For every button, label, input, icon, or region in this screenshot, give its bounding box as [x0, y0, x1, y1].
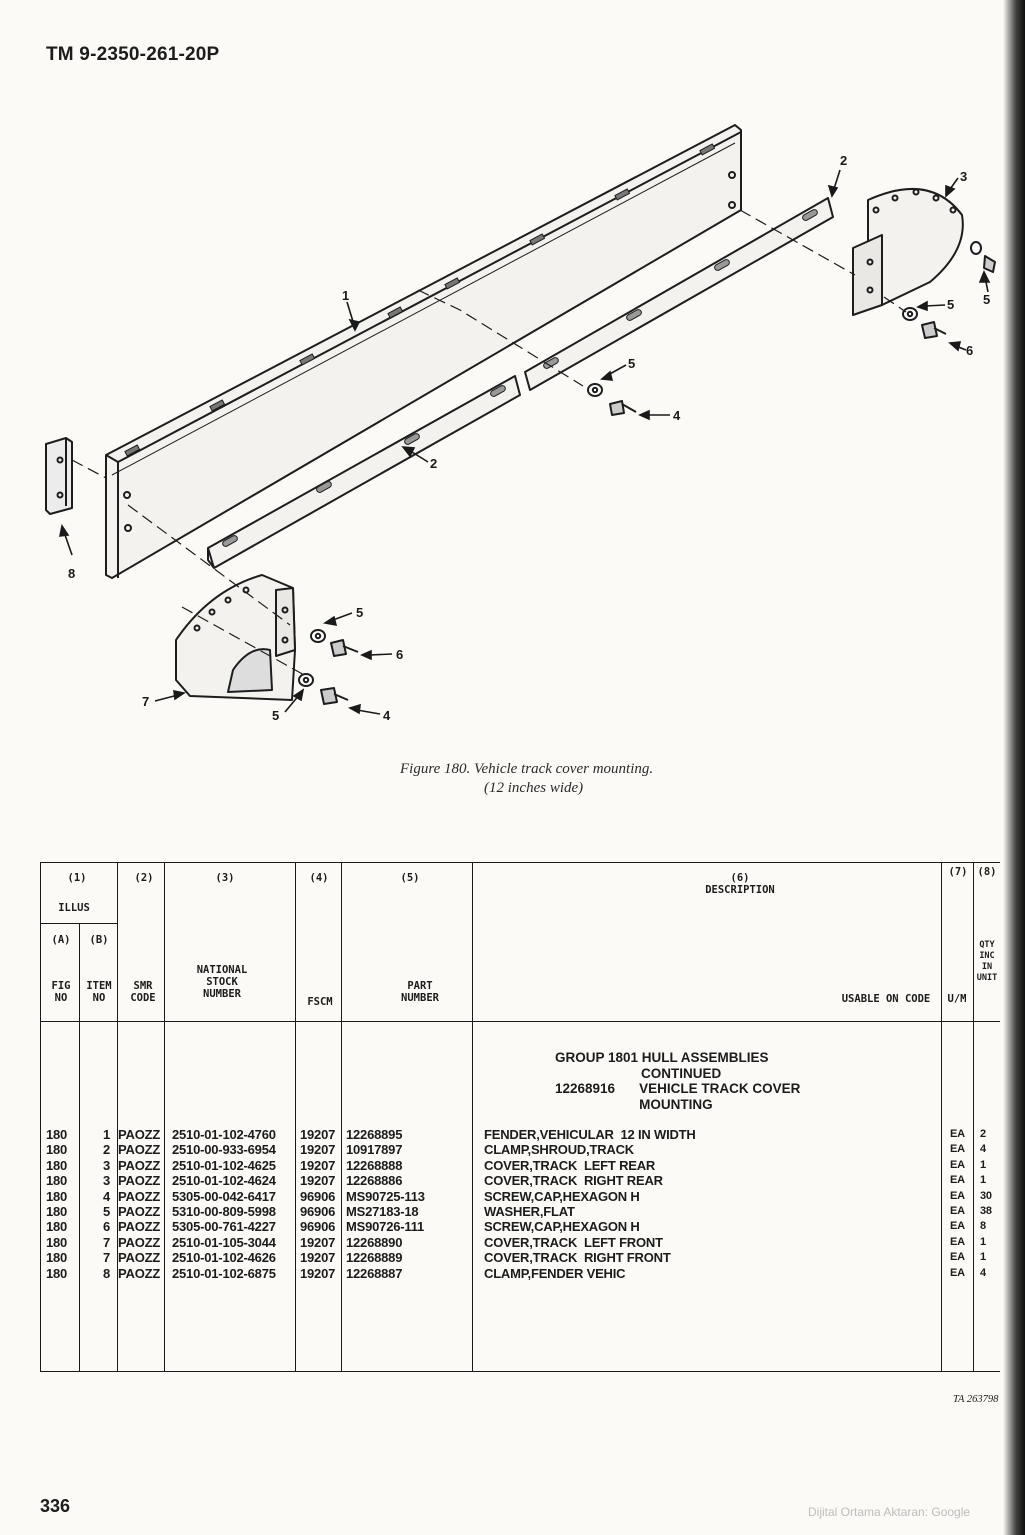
row-fig: 180: [46, 1204, 68, 1219]
row-smr: PAOZZ: [118, 1142, 161, 1158]
row-qty: 4: [980, 1266, 986, 1279]
row-fig: 180: [46, 1142, 68, 1158]
col3-number: (3): [215, 872, 235, 884]
row-item: 2: [102, 1142, 110, 1158]
col1-number: (1): [67, 872, 87, 884]
row-qty: 1: [980, 1158, 986, 1171]
row-nsn: 2510-01-102-4626: [172, 1250, 276, 1266]
caption-line-1: Figure 180. Vehicle track cover mounting.: [400, 761, 654, 777]
row-desc: SCREW,CAP,HEXAGON H: [484, 1219, 640, 1235]
row-fscm: 19207: [300, 1142, 336, 1158]
row-part: MS90726-111: [346, 1219, 425, 1235]
row-item: 7: [102, 1234, 110, 1250]
description-header: DESCRIPTION: [705, 884, 775, 896]
row-qty: 1: [980, 1235, 986, 1248]
row-smr: PAOZZ: [118, 1188, 161, 1204]
row-desc: COVER,TRACK RIGHT REAR: [484, 1173, 663, 1189]
front-track-cover-part: [176, 575, 295, 700]
row-part: 12268887: [346, 1265, 403, 1281]
row-item: 1: [102, 1127, 110, 1142]
row-fscm: 96906: [300, 1219, 336, 1235]
row-smr: PAOZZ: [118, 1265, 161, 1281]
row-desc: SCREW,CAP,HEXAGON H: [484, 1188, 640, 1204]
row-fscm: 19207: [300, 1234, 336, 1250]
row-fig: 180: [46, 1173, 68, 1189]
row-nsn: 2510-00-933-6954: [172, 1142, 276, 1158]
col1-illus-label: ILLUS: [58, 902, 90, 914]
assembly-desc-line1: VEHICLE TRACK COVER: [639, 1081, 801, 1096]
row-fscm: 19207: [300, 1265, 336, 1281]
assembly-part-number: 12268916: [555, 1081, 616, 1096]
callout-5-rear: 5: [947, 297, 955, 312]
row-um: EA: [950, 1189, 965, 1202]
watermark: Dijital Ortama Aktaran: Google: [808, 1505, 971, 1519]
nsn-header: NATIONAL STOCK NUMBER: [196, 964, 248, 1000]
row-smr: PAOZZ: [118, 1219, 161, 1235]
callout-4-upper: 4: [673, 408, 681, 423]
callout-4-lower: 4: [383, 708, 391, 723]
row-fig: 180: [46, 1219, 68, 1235]
col1a-number: (A): [51, 934, 71, 946]
row-um: EA: [950, 1128, 965, 1140]
row-um: EA: [950, 1143, 965, 1156]
row-qty: 8: [980, 1220, 986, 1233]
page-edge-shadow: [1003, 0, 1025, 1535]
callout-5-upper: 5: [628, 356, 636, 371]
row-item: 7: [102, 1250, 110, 1266]
row-desc: WASHER,FLAT: [484, 1204, 575, 1219]
item-no-header: ITEM NO: [86, 980, 112, 1004]
row-desc: CLAMP,FENDER VEHIC: [484, 1265, 626, 1281]
qty-header: QTY INC IN UNIT: [976, 940, 998, 983]
col5-number: (5): [400, 872, 420, 884]
row-fig: 180: [46, 1157, 68, 1173]
col2-number: (2): [134, 872, 154, 884]
group-title: GROUP 1801 HULL ASSEMBLIES: [555, 1050, 769, 1065]
row-item: 3: [102, 1157, 110, 1173]
callout-2-lower: 2: [430, 456, 438, 471]
row-fscm: 19207: [300, 1250, 336, 1266]
row-part: 12268890: [346, 1234, 403, 1250]
row-smr: PAOZZ: [118, 1157, 161, 1173]
row-um: EA: [950, 1174, 965, 1187]
unit-of-measure-header: U/M: [947, 993, 967, 1005]
callout-3: 3: [960, 169, 968, 184]
row-item: 5: [102, 1204, 110, 1219]
ta-number: TA 263798: [953, 1394, 999, 1405]
caption-line-2: (12 inches wide): [484, 780, 584, 796]
document-id: TM 9-2350-261-20P: [46, 44, 220, 65]
row-fig: 180: [46, 1265, 68, 1281]
row-um: EA: [950, 1158, 965, 1171]
row-part: 12268886: [346, 1173, 403, 1189]
row-fscm: 96906: [300, 1188, 336, 1204]
callout-8: 8: [68, 566, 76, 581]
col1b-number: (B): [89, 934, 109, 946]
row-item: 6: [102, 1219, 110, 1235]
row-qty: 38: [980, 1205, 992, 1217]
row-smr: PAOZZ: [118, 1127, 161, 1142]
row-item: 3: [102, 1173, 110, 1189]
row-desc: COVER,TRACK LEFT FRONT: [484, 1234, 663, 1250]
col6-number: (6): [730, 872, 750, 884]
row-desc: COVER,TRACK RIGHT FRONT: [484, 1250, 671, 1266]
fender-rail-part: [106, 125, 741, 578]
row-fig: 180: [46, 1127, 68, 1142]
row-qty: 1: [980, 1174, 986, 1187]
col8-number: (8): [977, 866, 997, 878]
callout-2-upper: 2: [840, 153, 848, 168]
row-smr: PAOZZ: [118, 1234, 161, 1250]
row-part: 10917897: [346, 1142, 403, 1158]
row-qty: 4: [980, 1143, 986, 1156]
callout-5-bottom: 5: [272, 708, 280, 723]
row-qty: 1: [980, 1251, 986, 1264]
row-item: 4: [102, 1188, 110, 1204]
callout-5-front: 5: [356, 605, 364, 620]
row-part: 12268889: [346, 1250, 403, 1266]
row-nsn: 5305-00-761-4227: [172, 1219, 276, 1235]
row-smr: PAOZZ: [118, 1250, 161, 1266]
row-part: MS90725-113: [346, 1188, 425, 1204]
col4-number: (4): [309, 872, 329, 884]
row-smr: PAOZZ: [118, 1173, 161, 1189]
row-nsn: 2510-01-102-6875: [172, 1265, 276, 1281]
row-fscm: 19207: [300, 1173, 336, 1189]
callout-1: 1: [342, 288, 350, 303]
callout-6-rear: 6: [966, 343, 974, 358]
assembly-desc-line2: MOUNTING: [639, 1096, 713, 1112]
row-nsn: 2510-01-102-4624: [172, 1173, 276, 1189]
row-fig: 180: [46, 1250, 68, 1266]
row-nsn: 2510-01-105-3044: [172, 1234, 276, 1250]
row-um: EA: [950, 1251, 965, 1264]
fscm-header: FSCM: [307, 996, 333, 1008]
row-fscm: 19207: [300, 1157, 336, 1173]
row-um: EA: [950, 1235, 965, 1248]
col7-number: (7): [948, 866, 968, 878]
callout-7: 7: [142, 694, 150, 709]
row-fig: 180: [46, 1234, 68, 1250]
figure-caption: [400, 760, 653, 798]
row-part: 12268888: [346, 1157, 403, 1173]
row-item: 8: [102, 1265, 110, 1281]
row-qty: 30: [980, 1189, 992, 1202]
row-desc: FENDER,VEHICULAR 12 IN WIDTH: [484, 1127, 696, 1142]
fender-clamp-part: [46, 438, 72, 514]
group-heading: [555, 1050, 800, 1112]
row-nsn: 2510-01-102-4625: [172, 1157, 276, 1173]
row-um: EA: [950, 1205, 965, 1217]
row-desc: CLAMP,SHROUD,TRACK: [484, 1142, 634, 1158]
row-part: MS27183-18: [346, 1204, 419, 1219]
row-fig: 180: [46, 1188, 68, 1204]
parts-list-table: [40, 862, 1000, 1372]
page-number: 336: [40, 1496, 71, 1516]
row-smr: PAOZZ: [118, 1204, 161, 1219]
row-nsn: 2510-01-102-4760: [172, 1127, 276, 1142]
callout-6-front: 6: [396, 647, 404, 662]
row-um: EA: [950, 1266, 965, 1279]
row-qty: 2: [980, 1128, 986, 1140]
row-fscm: 19207: [300, 1127, 336, 1142]
row-nsn: 5310-00-809-5998: [172, 1204, 276, 1219]
fig-no-header: FIG NO: [51, 980, 71, 1004]
callout-5-far: 5: [983, 292, 991, 307]
smr-code-header: SMR CODE: [130, 980, 156, 1004]
usable-on-code-header: USABLE ON CODE: [841, 993, 931, 1005]
exploded-view-illustration: [0, 100, 1025, 760]
row-desc: COVER,TRACK LEFT REAR: [484, 1157, 656, 1173]
row-fscm: 96906: [300, 1204, 336, 1219]
group-continued: CONTINUED: [641, 1065, 722, 1081]
row-part: 12268895: [346, 1127, 403, 1142]
row-nsn: 5305-00-042-6417: [172, 1188, 276, 1204]
row-um: EA: [950, 1220, 965, 1233]
part-number-header: PART NUMBER: [401, 980, 439, 1004]
